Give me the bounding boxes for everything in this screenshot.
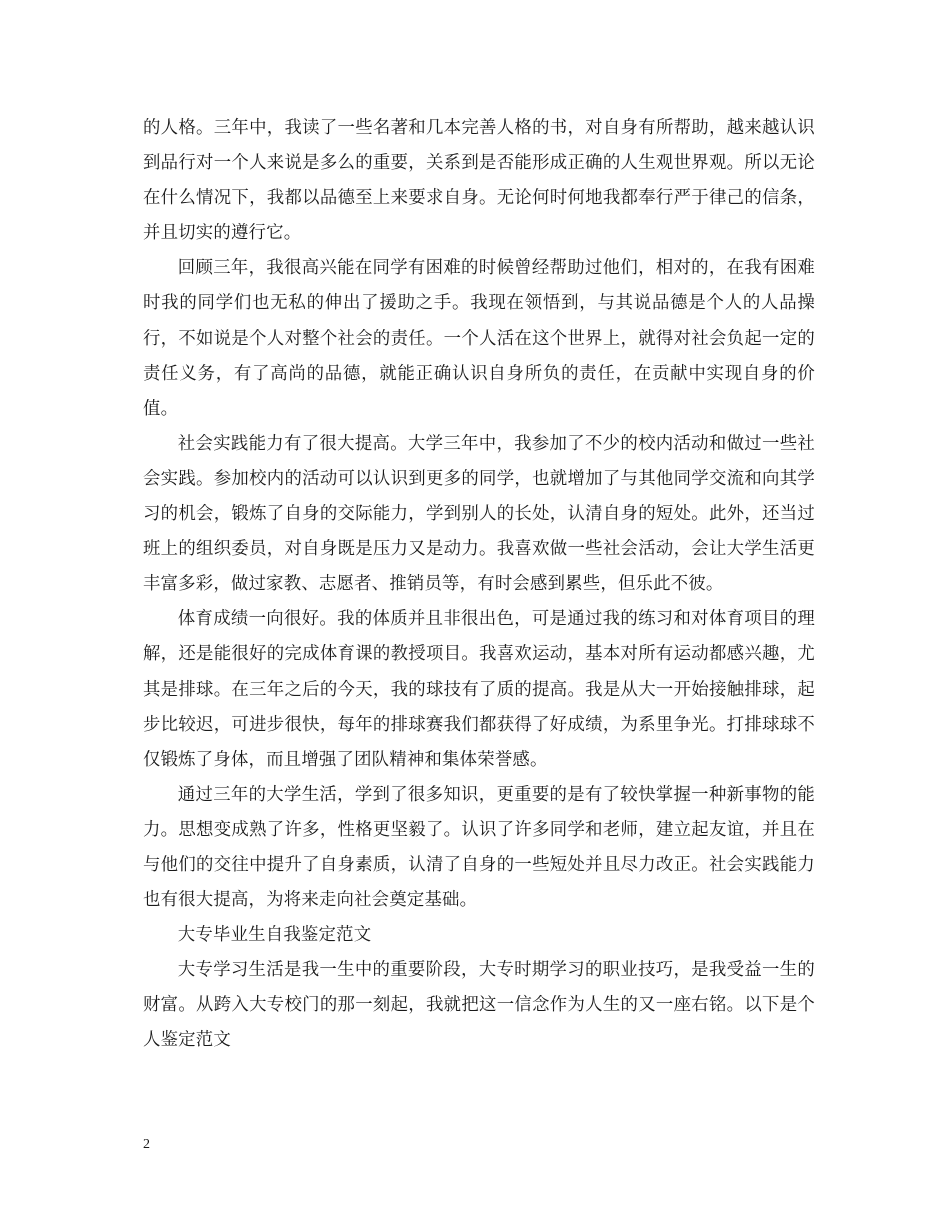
paragraph-2: 回顾三年，我很高兴能在同学有困难的时候曾经帮助过他们，相对的，在我有困难时我的同学们也无私的伸出了援助之手。我现在领悟到，与其说品德是个人的人品操行，不如说是个人对整个社会的责任。一个人活在这个世界上，就得对社会负起一定的责任义务，有了高尚的品德，就能正确认识自身所负的责任，在贡献中实现自身的价值。	[143, 258, 815, 419]
paragraph-6: 大专学习生活是我一生中的重要阶段，大专时期学习的职业技巧，是我受益一生的财富。从跨入大专校门的那一刻起，我就把这一信念作为人生的又一座右铭。以下是个人鉴定范文	[143, 960, 815, 1051]
page-number: 2	[143, 1137, 150, 1152]
paragraph-5: 通过三年的大学生活，学到了很多知识，更重要的是有了较快掌握一种新事物的能力。思想变成熟了许多，性格更坚毅了。认识了许多同学和老师，建立起友谊，并且在与他们的交往中提升了自身素质，认清了自身的一些短处并且尽力改正。社会实践能力也有很大提高，为将来走向社会奠定基础。	[143, 784, 815, 911]
paragraph-1: 的人格。三年中，我读了一些名著和几本完善人格的书，对自身有所帮助，越来越认识到品行对一个人来说是多么的重要，关系到是否能形成正确的人生观世界观。所以无论在什么情况下，我都以品德至上来要求自身。无论何时何地我都奉行严于律己的信条，并且切实的遵行它。	[143, 118, 815, 244]
document-body	[143, 111, 815, 1059]
section-heading: 大专毕业生自我鉴定范文	[177, 925, 372, 946]
paragraph-4: 体育成绩一向很好。我的体质并且非很出色，可是通过我的练习和对体育项目的理解，还是能很好的完成体育课的教授项目。我喜欢运动，基本对所有运动都感兴趣，尤其是排球。在三年之后的今天，我的球技有了质的提高。我是从大一开始接触排球，起步比较迟，可进步很快，每年的排球赛我们都获得了好成绩，为系里争光。打排球球不仅锻炼了身体，而且增强了团队精神和集体荣誉感。	[143, 609, 815, 770]
paragraph-3: 社会实践能力有了很大提高。大学三年中，我参加了不少的校内活动和做过一些社会实践。参加校内的活动可以认识到更多的同学，也就增加了与其他同学交流和向其学习的机会，锻炼了自身的交际能力，学到别人的长处，认清自身的短处。此外，还当过班上的组织委员，对自身既是压力又是动力。我喜欢做一些社会活动，会让大学生活更丰富多彩，做过家教、志愿者、推销员等，有时会感到累些，但乐此不彼。	[143, 433, 815, 595]
